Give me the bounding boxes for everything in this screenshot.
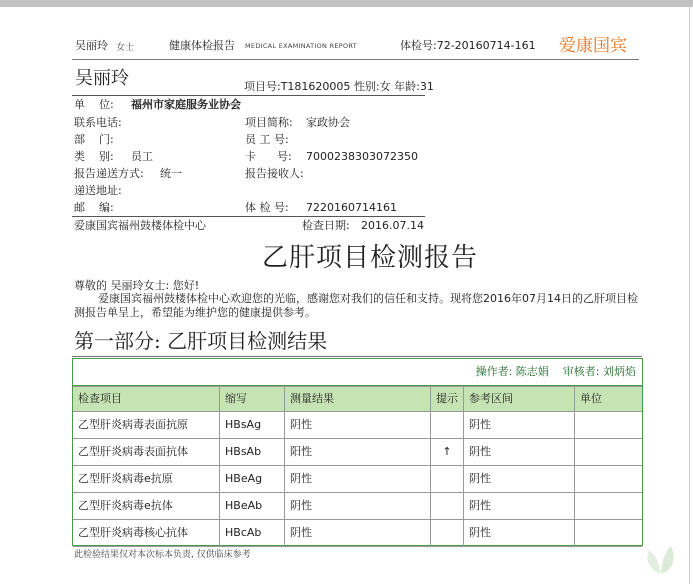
intro-paragraph: 爱康国宾福州鼓楼体检中心欢迎您的光临，感谢您对我们的信任和支持。现将您2016年07月14日的乙肝项目检测报告单呈上，希望能为维护您的健康提供参考。 xyxy=(74,292,638,319)
cell-hint: ↑ xyxy=(431,439,464,466)
cell-item: 乙型肝炎病毒核心抗体 xyxy=(73,520,220,547)
cell-reference: 阴性 xyxy=(464,412,575,439)
name-underline xyxy=(72,95,425,96)
receiver-label: 报告接收人: xyxy=(245,167,304,180)
greeting: 尊敬的 吴丽玲女士: 您好! xyxy=(74,279,200,292)
project-number: 项目号:T181620005 xyxy=(244,80,351,93)
header-divider xyxy=(72,59,639,60)
cell-result: 阳性 xyxy=(285,439,431,466)
patient-name: 吴丽玲 xyxy=(75,68,129,89)
results-table xyxy=(73,386,642,547)
exam-no-label: 体 检 号: xyxy=(245,201,289,214)
cell-hint xyxy=(431,493,464,520)
cell-hint xyxy=(431,412,464,439)
report-title: 乙肝项目检测报告 xyxy=(262,243,479,273)
header-report-title: 健康体检报告 xyxy=(169,39,235,52)
unit-value: 福州市家庭服务业协会 xyxy=(131,98,241,111)
address-label: 递送地址: xyxy=(74,184,122,197)
delivery-label: 报告递送方式: xyxy=(74,167,144,180)
header-exam-number: 体检号:72-20160714-161 xyxy=(400,39,536,52)
header-report-title-en: MEDICAL EXAMINATION REPORT xyxy=(245,42,358,50)
table-row xyxy=(73,493,642,520)
cell-item: 乙型肝炎病毒表面抗体 xyxy=(73,439,220,466)
operators-text xyxy=(476,365,636,379)
cell-abbr: HBcAb xyxy=(220,520,285,547)
exam-no-value: 7220160714161 xyxy=(306,201,397,214)
zip-label: 邮 编: xyxy=(74,201,114,214)
cell-unit xyxy=(575,466,643,493)
col-header-result: 测量结果 xyxy=(285,387,431,412)
col-header-item: 检查项目 xyxy=(73,387,220,412)
col-header-abbr: 缩写 xyxy=(220,387,285,412)
cell-unit xyxy=(575,493,643,520)
cell-abbr: HBsAg xyxy=(220,412,285,439)
cell-result: 阴性 xyxy=(285,412,431,439)
cell-item: 乙型肝炎病毒e抗原 xyxy=(73,466,220,493)
card-value: 7000238303072350 xyxy=(306,150,418,163)
cell-abbr: HBsAb xyxy=(220,439,285,466)
table-header-row xyxy=(73,387,642,412)
table-row xyxy=(73,439,642,466)
reviewer: 审核者: 刘炳焰 xyxy=(562,365,636,378)
cell-reference: 阴性 xyxy=(464,466,575,493)
operators-bar xyxy=(73,359,642,386)
leaf-logo-icon xyxy=(641,534,681,578)
section-underline xyxy=(72,356,642,357)
info-bottom-line xyxy=(72,216,425,217)
category-label: 类 别: xyxy=(74,150,114,163)
header-gender: 女士 xyxy=(116,43,135,53)
operator: 操作者: 陈志娟 xyxy=(475,365,549,378)
cell-result: 阴性 xyxy=(285,520,431,547)
cell-result: 阴性 xyxy=(285,466,431,493)
col-header-reference: 参考区间 xyxy=(464,387,575,412)
exam-date-value: 2016.07.14 xyxy=(361,219,424,232)
footer-note: 此检验结果仅对本次标本负责, 仅供临床参考 xyxy=(74,550,251,560)
cell-reference: 阴性 xyxy=(464,439,575,466)
cell-reference: 阴性 xyxy=(464,493,575,520)
age: 年龄:31 xyxy=(394,80,434,93)
cell-item: 乙型肝炎病毒e抗体 xyxy=(73,493,220,520)
col-header-hint: 提示 xyxy=(431,387,464,412)
project-abbr-label: 项目简称: xyxy=(245,116,293,129)
top-scroll-bar xyxy=(0,0,693,7)
page-edge-line xyxy=(689,7,690,584)
cell-unit xyxy=(575,439,643,466)
cell-abbr: HBeAb xyxy=(220,493,285,520)
header-patient-name: 吴丽玲 xyxy=(75,39,108,52)
category-value: 员工 xyxy=(131,150,153,163)
project-abbr-value: 家政协会 xyxy=(306,116,350,129)
cell-unit xyxy=(575,520,643,547)
delivery-value: 统一 xyxy=(160,167,182,180)
cell-item: 乙型肝炎病毒表面抗原 xyxy=(73,412,220,439)
cell-result: 阴性 xyxy=(285,493,431,520)
table-row xyxy=(73,412,642,439)
table-row xyxy=(73,520,642,547)
exam-date-label: 检查日期: xyxy=(302,219,350,232)
dept-label: 部 门: xyxy=(74,133,114,146)
cell-unit xyxy=(575,412,643,439)
card-label: 卡 号: xyxy=(245,150,292,163)
section-title: 第一部分: 乙肝项目检测结果 xyxy=(74,329,328,353)
col-header-unit: 单位 xyxy=(575,387,643,412)
sex: 性别:女 xyxy=(353,80,391,93)
table-row xyxy=(73,466,642,493)
staff-no-label: 员 工 号: xyxy=(245,133,289,146)
cell-hint xyxy=(431,520,464,547)
patient-info-line xyxy=(244,80,434,94)
phone-label: 联系电话: xyxy=(74,116,122,129)
cell-abbr: HBeAg xyxy=(220,466,285,493)
unit-label: 单 位: xyxy=(74,98,114,111)
exam-center: 爱康国宾福州鼓楼体检中心 xyxy=(74,219,206,232)
cell-reference: 阴性 xyxy=(464,520,575,547)
cell-hint xyxy=(431,466,464,493)
results-table-container xyxy=(72,358,643,546)
brand-logo-text: 爱康国宾 xyxy=(559,36,627,56)
